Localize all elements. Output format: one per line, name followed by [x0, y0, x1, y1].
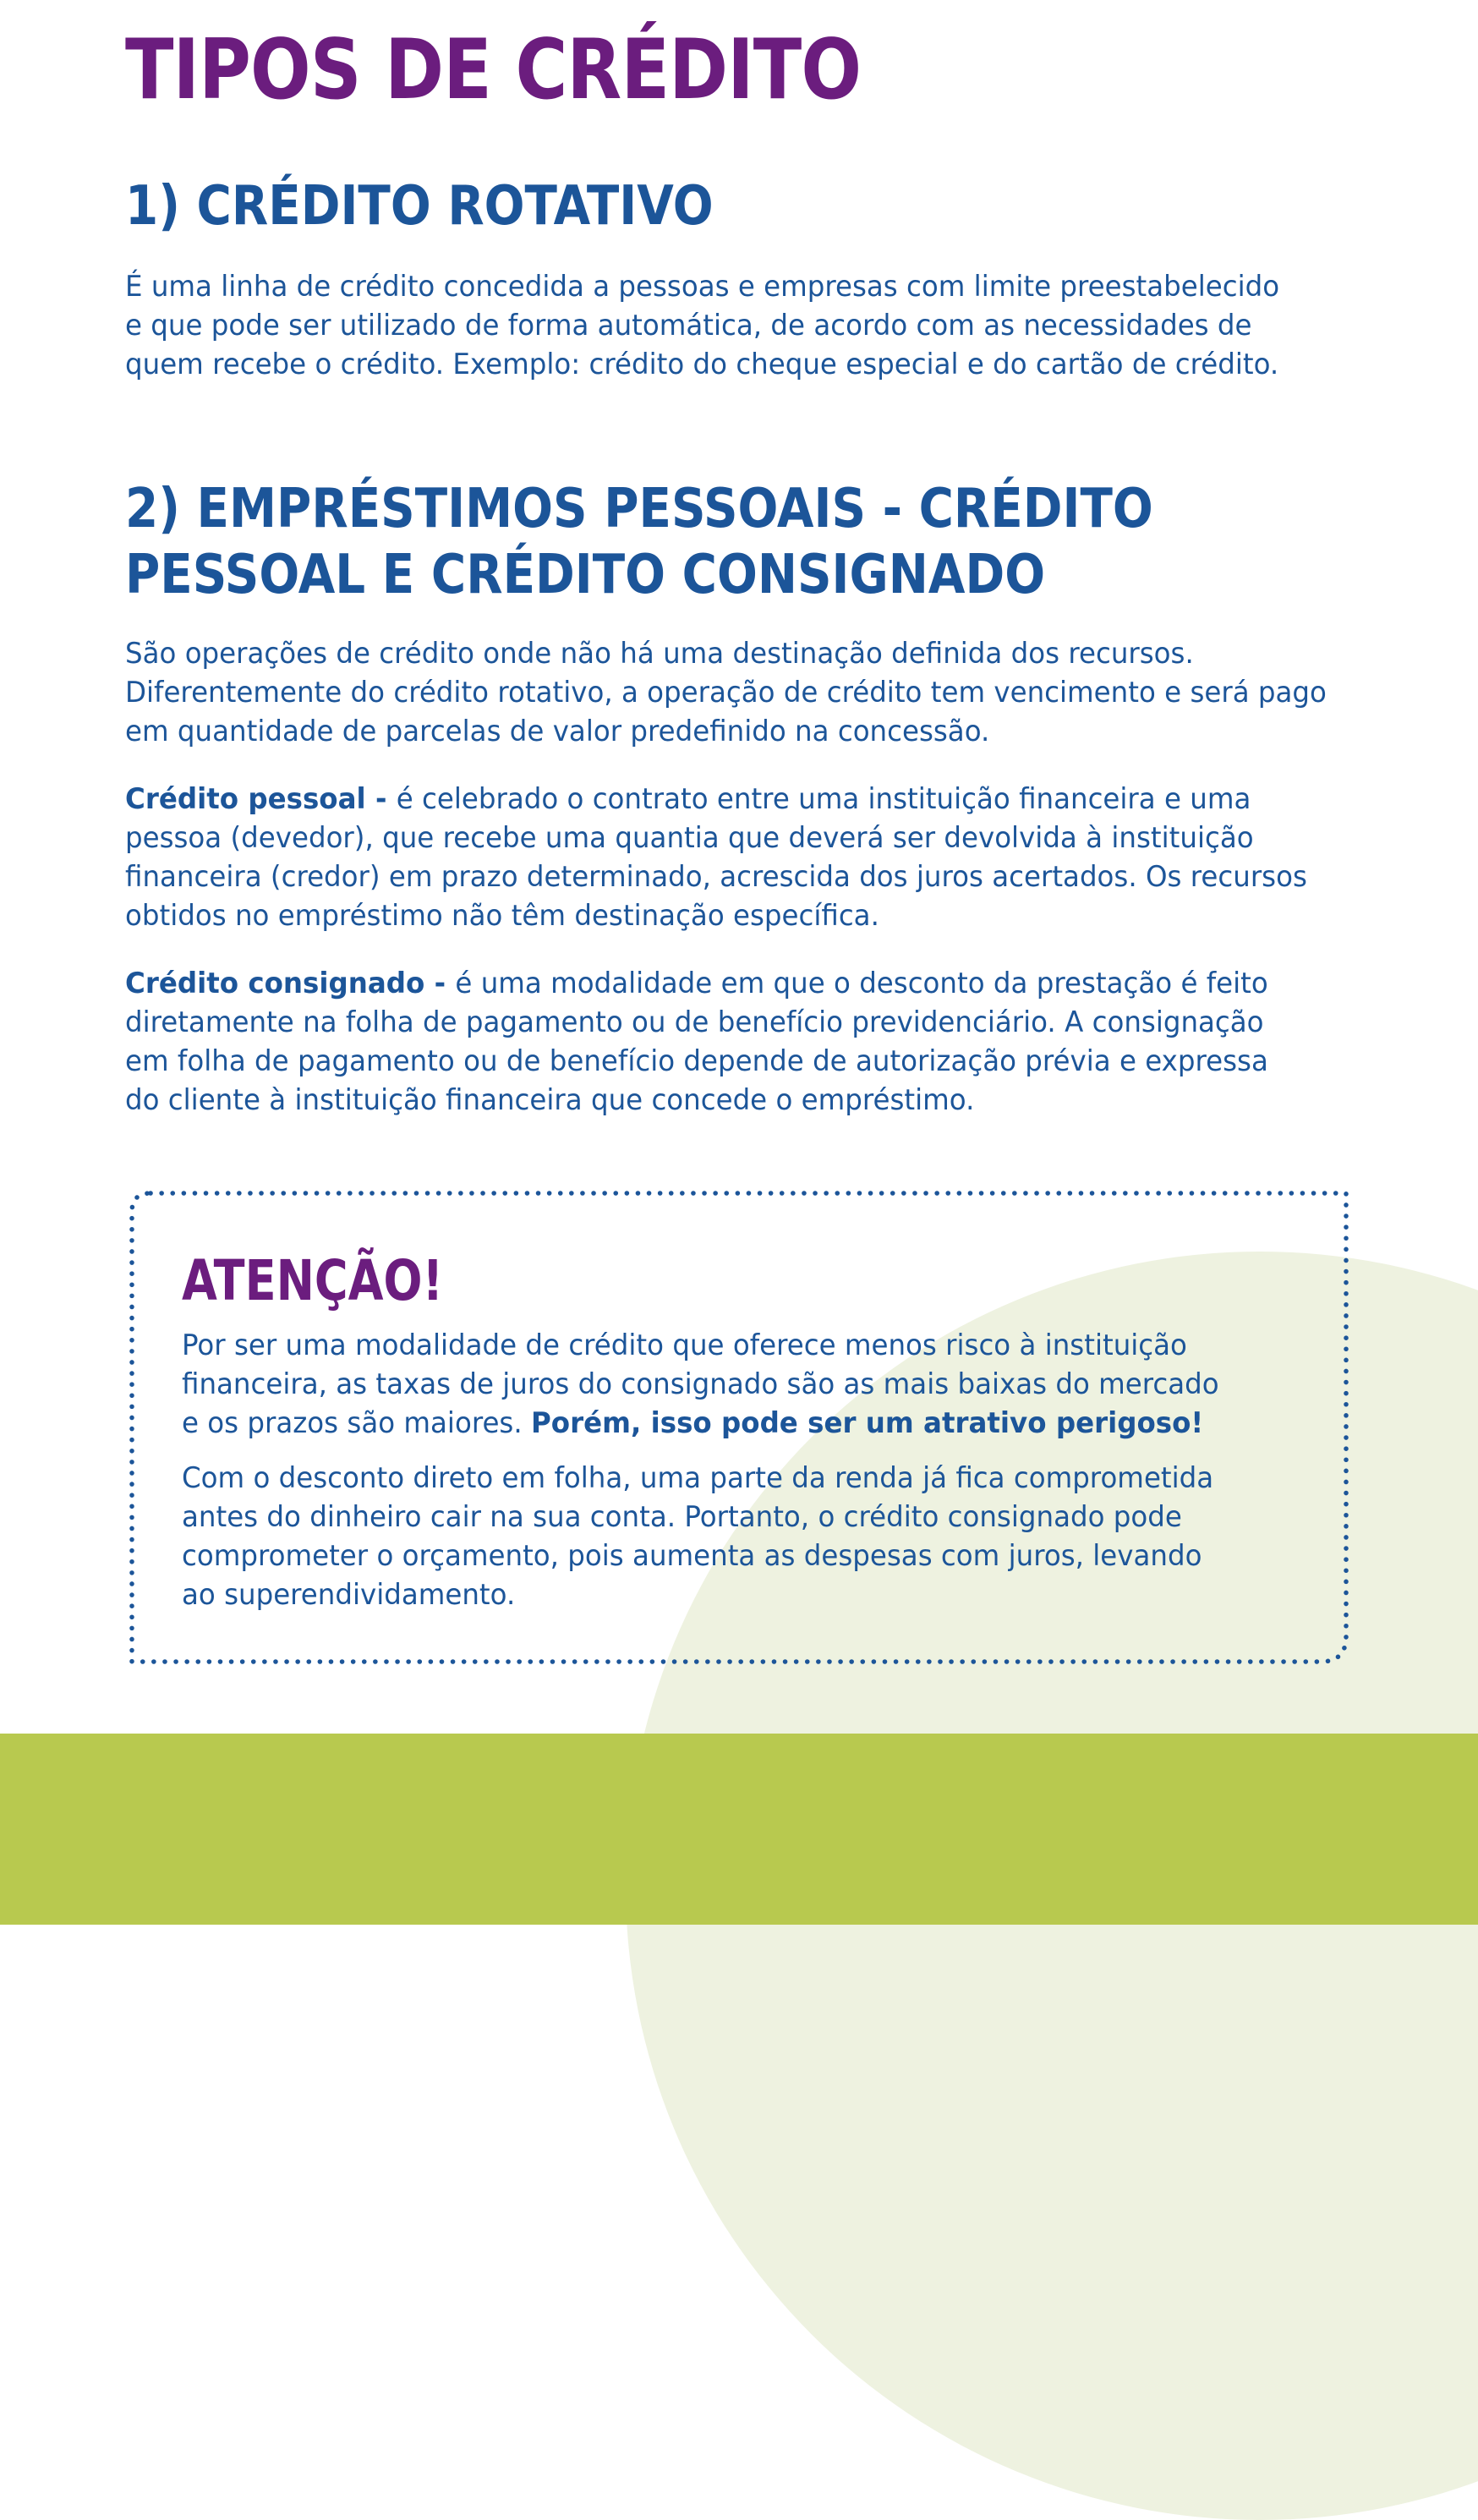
text-line: em folha de pagamento ou de benefício depende de autorização prévia e expressa [125, 1044, 1268, 1078]
text-line: É uma linha de crédito concedida a pessoas e empresas com limite preestabelecido [125, 270, 1280, 304]
text-line: antes do dinheiro cair na sua conta. Portanto, o crédito consignado pode [182, 1500, 1182, 1534]
text-line: Diferentemente do crédito rotativo, a operação de crédito tem vencimento e será pago [125, 676, 1327, 709]
section2-intro-paragraph [125, 634, 1327, 751]
attention-paragraph-2 [182, 1459, 1213, 1614]
credito-pessoal-paragraph [125, 780, 1307, 935]
section2-heading-line2: PESSOAL E CRÉDITO CONSIGNADO [125, 544, 1046, 606]
text-span: é celebrado o contrato entre uma instituição financeira e uma [396, 782, 1251, 816]
text-line: São operações de crédito onde não há uma destinação definida dos recursos. [125, 637, 1194, 671]
attention-paragraph-1 [182, 1326, 1219, 1443]
warning-emphasis: Porém, isso pode ser um atrativo perigoso! [531, 1406, 1204, 1440]
text-line: Com o desconto direto em folha, uma parte da renda já fica comprometida [182, 1461, 1214, 1495]
text-line [125, 780, 1307, 819]
credito-consignado-paragraph [125, 964, 1268, 1120]
text-line: obtidos no empréstimo não têm destinação específica. [125, 899, 879, 933]
section2-heading-line1: 2) EMPRÉSTIMOS PESSOAIS - CRÉDITO [125, 478, 1153, 540]
text-line: Por ser uma modalidade de crédito que oferece menos risco à instituição [182, 1328, 1187, 1362]
text-line: pessoa (devedor), que recebe uma quantia que deverá ser devolvida à instituição [125, 821, 1254, 855]
text-line: comprometer o orçamento, pois aumenta as despesas com juros, levando [182, 1539, 1202, 1573]
text-line: do cliente à instituição financeira que concede o empréstimo. [125, 1083, 975, 1117]
text-line [125, 964, 1268, 1003]
credito-pessoal-label: Crédito pessoal - [125, 782, 397, 816]
text-line: financeira, as taxas de juros do consignado são as mais baixas do mercado [182, 1367, 1219, 1401]
text-line: financeira (credor) em prazo determinado, acrescida dos juros acertados. Os recursos [125, 860, 1307, 894]
section1-paragraph [125, 267, 1279, 384]
credito-consignado-label: Crédito consignado - [125, 967, 456, 1000]
text-line: diretamente na folha de pagamento ou de benefício previdenciário. A consignação [125, 1005, 1264, 1039]
text-line: e que pode ser utilizado de forma automática, de acordo com as necessidades de [125, 309, 1252, 342]
attention-title: ATENÇÃO! [182, 1248, 444, 1313]
footer-band [0, 1734, 1478, 1925]
text-line: ao superendividamento. [182, 1578, 516, 1612]
text-line: em quantidade de parcelas de valor predefinido na concessão. [125, 715, 990, 748]
text-line: quem recebe o crédito. Exemplo: crédito do cheque especial e do cartão de crédito. [125, 348, 1279, 381]
text-span: é uma modalidade em que o desconto da prestação é feito [455, 967, 1268, 1000]
text-span: e os prazos são maiores. [182, 1406, 532, 1440]
attention-callout-box [127, 1188, 1351, 1667]
page-title: TIPOS DE CRÉDITO [125, 22, 862, 118]
text-line [182, 1404, 1219, 1443]
section1-heading: 1) CRÉDITO ROTATIVO [125, 175, 714, 238]
